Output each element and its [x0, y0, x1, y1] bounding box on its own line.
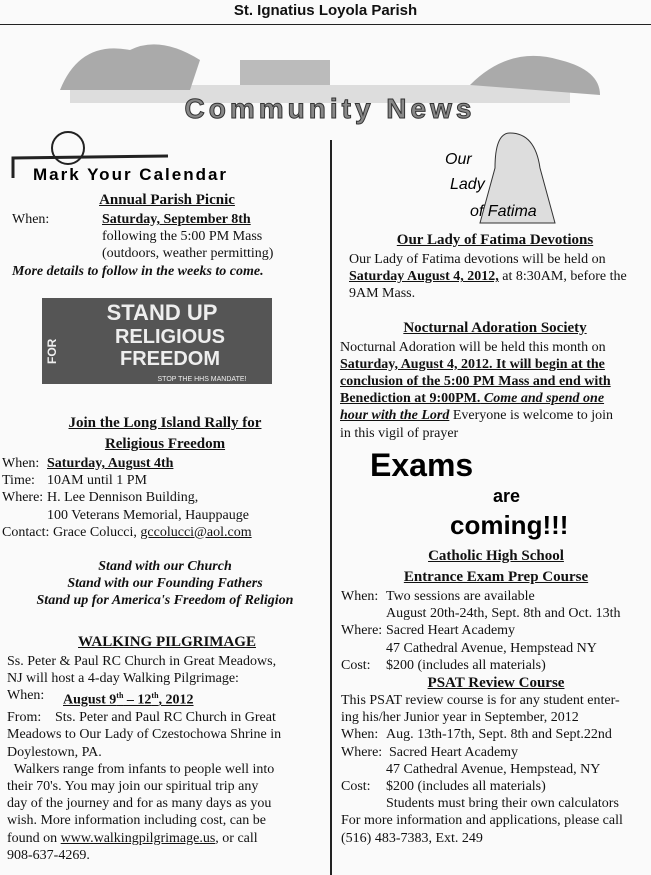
- pilgrimage-text: NJ will host a 4-day Walking Pilgrimage:: [7, 671, 239, 687]
- banner-tree-shape: [60, 44, 200, 90]
- pilgrimage-website-link[interactable]: www.walkingpilgrimage.us: [60, 830, 216, 846]
- date-part: – 12: [123, 693, 152, 709]
- logo-line: STAND UP: [106, 300, 218, 325]
- psat-text: This PSAT review course is for any student enter-: [341, 693, 620, 709]
- fatima-image-text: Lady: [450, 176, 485, 193]
- pilgrimage-text: , or call: [215, 830, 258, 846]
- adoration-text: conclusion of the 5:00 PM Mass and end with: [340, 374, 611, 390]
- psat-text: Students must bring their own calculators: [386, 796, 619, 812]
- contact-email-link[interactable]: gccolucci@aol.com: [140, 524, 252, 540]
- fatima-text: 9AM Mass.: [349, 286, 416, 302]
- prep-title: Entrance Exam Prep Course: [403, 569, 589, 585]
- pilgrimage-section: [7, 632, 327, 864]
- logo-line: FREEDOM: [120, 348, 220, 370]
- psat-text: 47 Cathedral Avenue, Hempstead, NY: [386, 761, 601, 777]
- pilgrimage-title: WALKING PILGRIMAGE: [78, 634, 256, 650]
- logo-tagline: STOP THE HHS MANDATE!: [157, 376, 247, 383]
- psat-text: Sacred Heart Academy: [389, 744, 519, 760]
- adoration-title: Nocturnal Adoration Society: [403, 319, 587, 336]
- banner-building-shape: [240, 60, 330, 85]
- prep-title: Catholic High School: [428, 548, 564, 564]
- exams-image-text: coming!!!: [450, 510, 569, 540]
- pilgrimage-dates: [63, 687, 194, 709]
- date-part: , 2012: [158, 693, 194, 709]
- fatima-text: Our Lady of Fatima devotions will be held on: [349, 252, 606, 267]
- rally-location: H. Lee Dennison Building,: [47, 490, 199, 506]
- when-label: When:: [12, 212, 50, 227]
- rally-date: Saturday, August 4th: [47, 456, 174, 471]
- date-sup: th: [151, 691, 159, 701]
- cost-label: Cost:: [341, 779, 371, 795]
- calendar-banner-text: Mark Your Calendar: [33, 165, 229, 184]
- date-part: August 9: [63, 693, 117, 709]
- logo-line: RELIGIOUS: [114, 326, 226, 348]
- contact-name: Grace Colucci,: [52, 524, 137, 540]
- rally-location: 100 Veterans Memorial, Hauppauge: [47, 507, 249, 523]
- header-divider: [0, 24, 651, 25]
- our-lady-of-fatima-image: [440, 128, 590, 226]
- prep-text: August 20th-24th, Sept. 8th and Oct. 13th: [386, 606, 621, 622]
- when-label: When:: [2, 456, 40, 471]
- pilgrimage-text: Ss. Peter & Paul RC Church in Great Meadows,: [7, 654, 277, 669]
- psat-text: Aug. 13th-17th, Sept. 8th and Sept.22nd: [386, 727, 612, 743]
- picnic-title: Annual Parish Picnic: [99, 192, 235, 208]
- prep-text: 47 Cathedral Avenue, Hempstead NY: [386, 640, 597, 656]
- adoration-text: in this vigil of prayer: [340, 425, 459, 441]
- exams-image-text: are: [493, 486, 521, 506]
- fatima-text: at 8:30AM, before the: [498, 269, 627, 285]
- adoration-text: Benediction at 9:00PM.: [340, 391, 481, 407]
- pilgrimage-text: Doylestown, PA.: [7, 744, 102, 760]
- slogan: Stand up for America's Freedom of Religion: [36, 593, 294, 609]
- contact-label: Contact:: [2, 524, 50, 540]
- psat-phone: (516) 483-7383, Ext. 249: [341, 830, 483, 846]
- rally-time: 10AM until 1 PM: [47, 473, 147, 489]
- pilgrimage-text: wish. More information including cost, can be: [7, 813, 266, 829]
- exams-image-text: Exams: [370, 447, 474, 483]
- pilgrimage-text: their 70's. You may join our spiritual trip any: [7, 779, 259, 795]
- adoration-text: Nocturnal Adoration will be held this month on: [340, 339, 606, 355]
- logo-side-text: FOR: [45, 338, 59, 364]
- courses-section: [341, 546, 651, 847]
- where-label: Where:: [341, 623, 383, 639]
- psat-title: PSAT Review Course: [427, 675, 565, 692]
- time-label: Time:: [2, 473, 35, 489]
- exams-are-coming-image: [365, 446, 615, 544]
- column-divider: [330, 140, 332, 875]
- adoration-text: hour with the Lord: [340, 408, 450, 424]
- psat-text: $200 (includes all materials): [386, 779, 546, 795]
- when-label: When:: [7, 688, 45, 704]
- date-sup: th: [116, 691, 124, 701]
- pilgrimage-phone: 908-637-4269.: [7, 847, 90, 863]
- pilgrimage-text: found on: [7, 830, 61, 846]
- prep-text: Two sessions are available: [386, 589, 535, 604]
- adoration-text: Saturday, August 4, 2012. It will begin at the: [340, 356, 605, 372]
- rally-section: [2, 413, 328, 610]
- community-news-banner: [40, 30, 620, 125]
- fatima-title: Our Lady of Fatima Devotions: [396, 232, 594, 248]
- prep-text: $200 (includes all materials): [386, 657, 546, 673]
- cost-label: Cost:: [341, 657, 371, 673]
- mark-calendar-banner: [8, 128, 308, 188]
- cartoon-head-shape: [52, 132, 84, 164]
- psat-text: ing his/her Junior year in September, 2012: [341, 710, 579, 726]
- pilgrimage-text: Meadows to Our Lady of Czestochowa Shrine in: [7, 727, 282, 743]
- prep-text: Sacred Heart Academy: [386, 623, 516, 639]
- from-label: From:: [7, 710, 42, 726]
- adoration-text: Come and spend one: [480, 391, 605, 407]
- fatima-image-text: of Fatima: [470, 203, 537, 220]
- picnic-note: More details to follow in the weeks to come.: [12, 263, 264, 279]
- when-label: When:: [341, 727, 379, 743]
- banner-text: Community News: [184, 93, 476, 124]
- picnic-line: (outdoors, weather permitting): [102, 246, 274, 262]
- fatima-date: Saturday August 4, 2012,: [349, 269, 499, 285]
- adoration-text: Everyone is welcome to join: [449, 408, 614, 424]
- pilgrimage-text: Walkers range from infants to people well into: [7, 761, 275, 777]
- rally-title: Religious Freedom: [104, 436, 226, 452]
- stand-up-religious-freedom-logo: [42, 298, 272, 384]
- picnic-section: [12, 190, 322, 280]
- psat-text: For more information and applications, please call: [341, 813, 623, 829]
- where-label: Where:: [2, 490, 44, 506]
- pilgrimage-text: day of the journey and for as many days as you: [7, 796, 272, 812]
- pilgrimage-text: Sts. Peter and Paul RC Church in Great: [55, 710, 276, 726]
- fatima-adoration-section: [340, 230, 650, 442]
- picnic-date: Saturday, September 8th: [102, 212, 251, 227]
- when-label: When:: [341, 589, 379, 604]
- where-label: Where:: [341, 744, 383, 760]
- picnic-line: following the 5:00 PM Mass: [102, 229, 263, 245]
- rally-title: Join the Long Island Rally for: [68, 415, 262, 431]
- fatima-image-text: Our: [445, 151, 472, 168]
- page-header-title: St. Ignatius Loyola Parish: [233, 2, 418, 19]
- slogan: Stand with our Founding Fathers: [67, 576, 263, 592]
- slogan: Stand with our Church: [98, 559, 232, 575]
